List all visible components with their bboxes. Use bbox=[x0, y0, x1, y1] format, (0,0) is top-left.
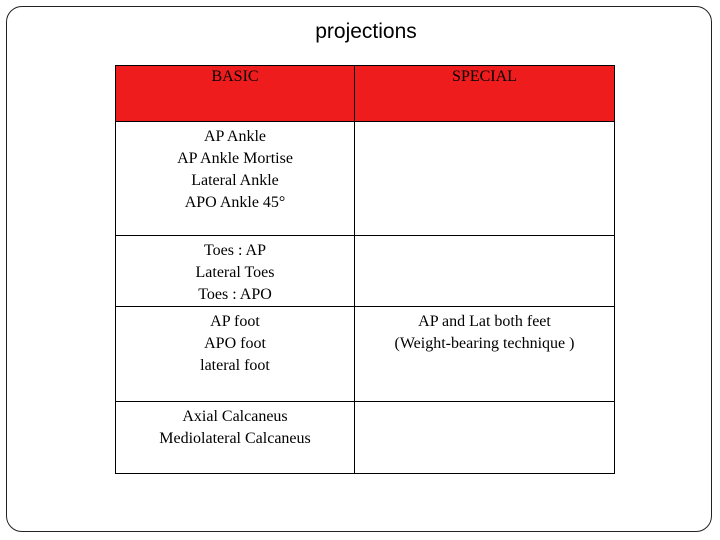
table-row bbox=[116, 307, 615, 402]
basic-cell-text: Axial Calcaneus Mediolateral Calcaneus bbox=[159, 408, 311, 447]
table-row bbox=[116, 236, 615, 307]
slide-title: projections bbox=[315, 20, 417, 43]
basic-cell-text: Toes : AP Lateral Toes Toes : APO bbox=[195, 242, 275, 303]
table-row bbox=[116, 122, 615, 236]
special-cell bbox=[355, 307, 615, 402]
header-special-label: SPECIAL bbox=[452, 68, 517, 85]
special-cell bbox=[355, 402, 615, 474]
header-basic-label: BASIC bbox=[211, 68, 259, 85]
table-header-row bbox=[116, 66, 615, 122]
basic-cell-text: AP Ankle AP Ankle Mortise Lateral Ankle APO Ankle 45° bbox=[177, 128, 293, 211]
basic-cell bbox=[116, 236, 355, 307]
basic-cell-text: AP foot APO foot lateral foot bbox=[200, 313, 270, 374]
special-cell bbox=[355, 236, 615, 307]
header-special bbox=[355, 66, 615, 122]
special-cell bbox=[355, 122, 615, 236]
basic-cell bbox=[116, 402, 355, 474]
header-basic bbox=[116, 66, 355, 122]
basic-cell bbox=[116, 122, 355, 236]
special-cell-text: AP and Lat both feet (Weight-bearing technique ) bbox=[394, 313, 575, 352]
basic-cell bbox=[116, 307, 355, 402]
table-row bbox=[116, 402, 615, 474]
projections-table bbox=[115, 65, 615, 474]
